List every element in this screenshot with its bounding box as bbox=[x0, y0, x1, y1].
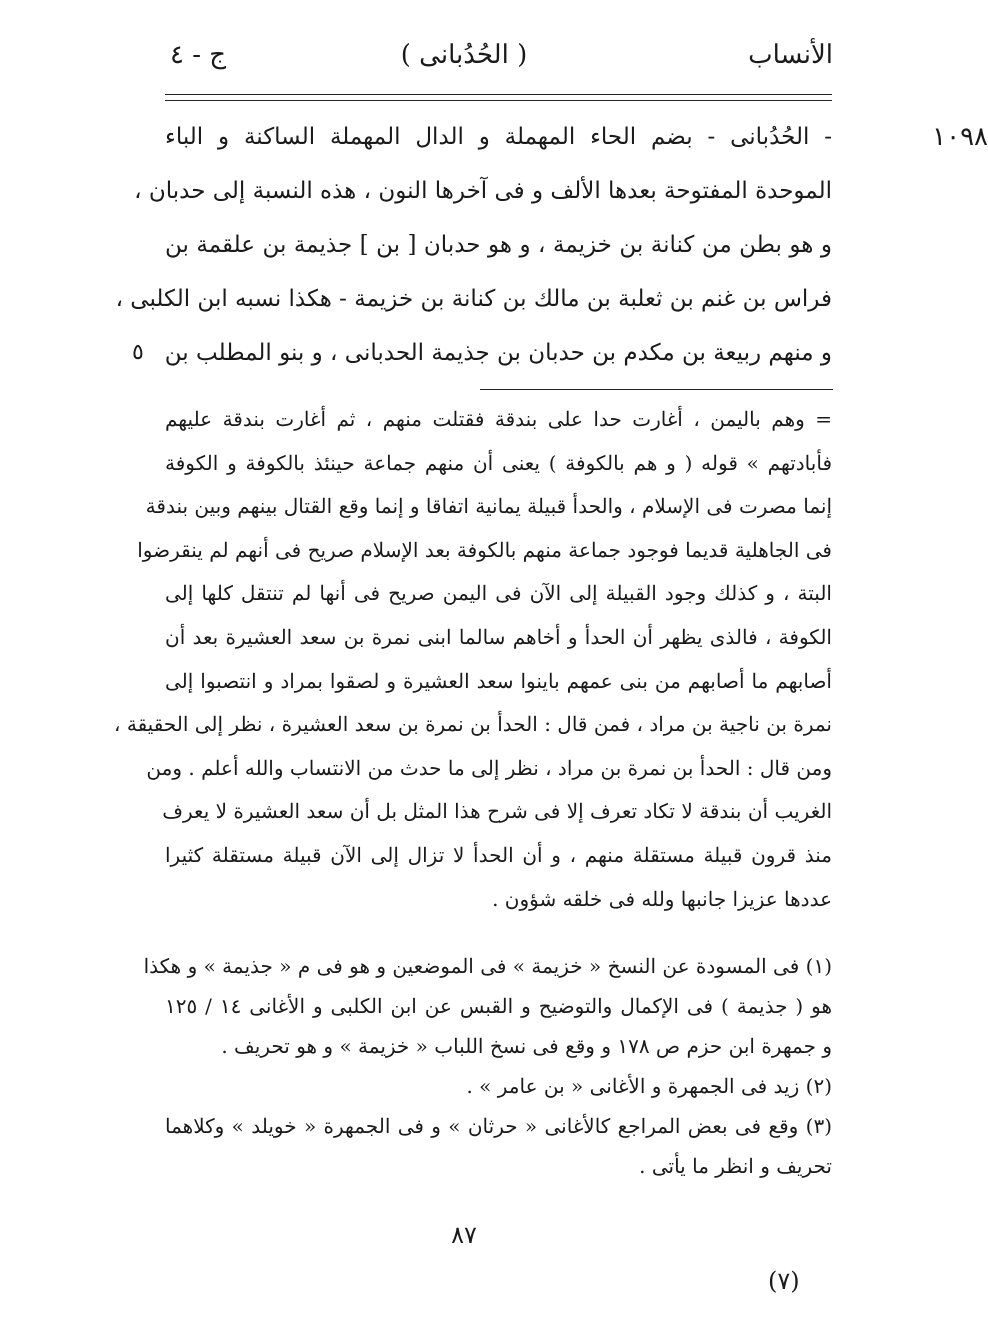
note-line: ومن قال : الحدأ بن نمرة بن مراد ، نظر إلى ما حدث من الانتساب والله أعلم . ومن bbox=[146, 755, 832, 780]
footnote-line: (٣) وقع فى بعض المراجع كالأغانى « حرثان » و فى الجمهرة « خويلد » وكلاهما bbox=[165, 1114, 832, 1138]
page-number: ٨٧ bbox=[451, 1221, 477, 1249]
note-line: أصابهم ما أصابهم من بنى عمهم باينوا سعد العشيرة و لصقوا بمراد و انتصبوا إلى bbox=[165, 668, 832, 693]
footnotes bbox=[143, 946, 832, 1186]
main-text-line: و هو بطن من كنانة بن خزيمة ، و هو حدبان [ بن ] جذيمة بن علقمة بن bbox=[165, 232, 832, 258]
note-line: فى الجاهلية قديما فوجود جماعة منهم بالكوفة بعد الإسلام صريح فى أنهم لم ينقرضوا bbox=[137, 537, 832, 562]
note-line: إنما مصرت فى الإسلام ، والحدأ قبيلة يمانية اتفاقا و إنما وقع القتال بينهم وبين بندقة bbox=[145, 494, 832, 519]
note-line: فأبادتهم » قوله ( و هم بالكوفة ) يعنى أن منهم جماعة حينئذ بالكوفة و الكوفة bbox=[165, 450, 832, 475]
notes-separator-rule bbox=[480, 389, 833, 390]
note-line: البتة ، و كذلك وجود القبيلة إلى الآن فى اليمن صريح فى أنها لم تنتقل كلها إلى bbox=[165, 581, 832, 606]
running-head-volume: ج - ٤ bbox=[170, 40, 227, 70]
note-line: الغريب أن بندقة لا تكاد تعرف إلا فى شرح هذا المثل بل أن سعد العشيرة لا يعرف bbox=[162, 799, 832, 824]
signature-mark: (٧) bbox=[768, 1267, 800, 1295]
running-head-entry-title: ( الحُدُبانى ) bbox=[400, 40, 528, 70]
main-text-line: و منهم ربيعة بن مكدم بن حدبان بن جذيمة الحدبانى ، و بنو المطلب بن bbox=[164, 340, 832, 366]
footnote-line: هو ( جذيمة ) فى الإكمال والتوضيح و القبس عن ابن الكلبى و الأغانى ١٤ / ١٢٥ bbox=[165, 994, 832, 1018]
note-line: الكوفة ، فالذى يظهر أن الحدأ و أخاهم سالما ابنى نمرة بن سعد العشيرة بعد أن bbox=[165, 624, 832, 649]
note-line: منذ قرون قبيلة مستقلة منهم ، و أن الحدأ لا تزال إلى الآن قبيلة مستقلة كثيرا bbox=[165, 842, 832, 867]
header-rule-bottom bbox=[165, 100, 832, 101]
running-head-book-title: الأنساب bbox=[748, 40, 833, 70]
main-text bbox=[115, 110, 832, 380]
continued-note bbox=[114, 398, 832, 921]
entry-number: ١٠٩٨ bbox=[932, 122, 988, 152]
main-text-line: - الحُدُبانى - بضم الحاء المهملة و الدال المهملة الساكنة و الباء bbox=[165, 124, 832, 150]
margin-line-number: ٥ bbox=[132, 340, 144, 365]
main-text-line: فراس بن غنم بن ثعلبة بن مالك بن كنانة بن خزيمة - هكذا نسبه ابن الكلبى ، bbox=[115, 286, 832, 312]
header-rule-top bbox=[165, 94, 832, 95]
footnote-line: (١) فى المسودة عن النسخ « خزيمة » فى الموضعين و هو فى م « جذيمة » و هكذا bbox=[143, 954, 832, 978]
note-line: = وهم باليمن ، أغارت حدا على بندقة فقتلت منهم ، ثم أغارت بندقة عليهم bbox=[165, 407, 832, 431]
footnote-line: و جمهرة ابن حزم ص ١٧٨ و وقع فى نسخ اللباب « خزيمة » و هو تحريف . bbox=[221, 1034, 832, 1058]
main-text-line: الموحدة المفتوحة بعدها الألف و فى آخرها النون ، هذه النسبة إلى حدبان ، bbox=[134, 178, 832, 204]
footnote-line: تحريف و انظر ما يأتى . bbox=[639, 1154, 832, 1178]
note-line: نمرة بن ناجية بن مراد ، فمن قال : الحدأ بن نمرة بن سعد العشيرة ، نظر إلى الحقيقة ، bbox=[114, 712, 832, 737]
note-line: عددها عزيزا جانبها ولله فى خلقه شؤون . bbox=[492, 886, 832, 911]
footnote-line: (٢) زيد فى الجمهرة و الأغانى « بن عامر » . bbox=[466, 1074, 832, 1098]
